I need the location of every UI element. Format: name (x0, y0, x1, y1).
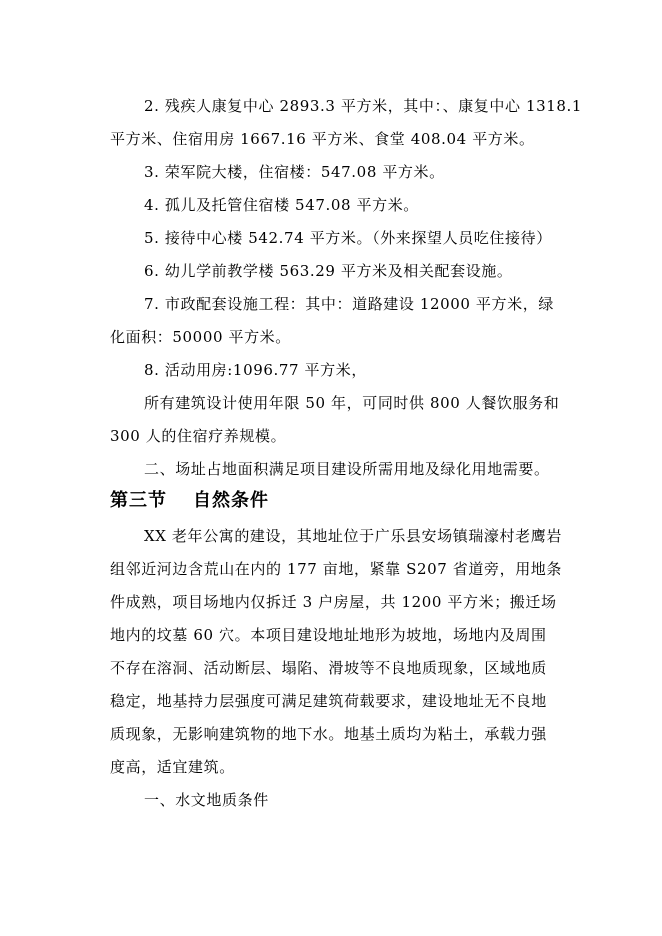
list-item-2-continued: 平方米、住宿用房 1667.16 平方米、食堂 408.04 平方米。 (110, 130, 535, 148)
list-item-7-continued: 化面积：50000 平方米。 (110, 328, 291, 346)
section-paragraph-line: 稳定，地基持力层强度可满足建筑荷载要求，建设地址无不良地 (110, 692, 547, 710)
list-item-4: 4. 孤儿及托管住宿楼 547.08 平方米。 (144, 196, 419, 214)
paragraph-site-area: 二、场址占地面积满足项目建设所需用地及绿化用地需要。 (144, 460, 550, 478)
paragraph-design-life: 所有建筑设计使用年限 50 年，可同时供 800 人餐饮服务和 (144, 394, 560, 412)
section-heading (110, 490, 269, 512)
section-paragraph-line: 件成熟，项目场地内仅拆迁 3 户房屋，共 1200 平方米；搬迁场 (110, 593, 557, 611)
subsection-heading: 一、水文地质条件 (144, 791, 269, 809)
list-item-3: 3. 荣军院大楼，住宿楼：547.08 平方米。 (144, 163, 445, 181)
section-paragraph-line: 度高，适宜建筑。 (110, 758, 235, 776)
section-paragraph-line: 地内的坟墓 60 穴。本项目建设地址地形为坡地，场地内及周围 (110, 626, 547, 644)
section-paragraph-line: 组邻近河边含荒山在内的 177 亩地，紧靠 S207 省道旁，用地条 (110, 560, 563, 578)
section-paragraph-line: XX 老年公寓的建设，其地址位于广乐县安场镇瑞濠村老鹰岩 (144, 527, 562, 545)
list-item-2: 2. 残疾人康复中心 2893.3 平方米，其中：、康复中心 1318.1 (144, 97, 583, 115)
list-item-8: 8. 活动用房:1096.77 平方米， (144, 361, 367, 379)
paragraph-design-life-continued: 300 人的住宿疗养规模。 (110, 427, 287, 445)
list-item-6: 6. 幼儿学前教学楼 563.29 平方米及相关配套设施。 (144, 262, 513, 280)
section-title: 自然条件 (193, 490, 269, 511)
list-item-7: 7. 市政配套设施工程：其中：道路建设 12000 平方米，绿 (144, 295, 554, 313)
section-number: 第三节 (110, 490, 167, 511)
section-paragraph-line: 不存在溶洞、活动断层、塌陷、滑坡等不良地质现象，区域地质 (110, 659, 547, 677)
list-item-5: 5. 接待中心楼 542.74 平方米。（外来探望人员吃住接待） (144, 229, 552, 247)
section-paragraph-line: 质现象，无影响建筑物的地下水。地基土质均为粘土，承载力强 (110, 725, 547, 743)
